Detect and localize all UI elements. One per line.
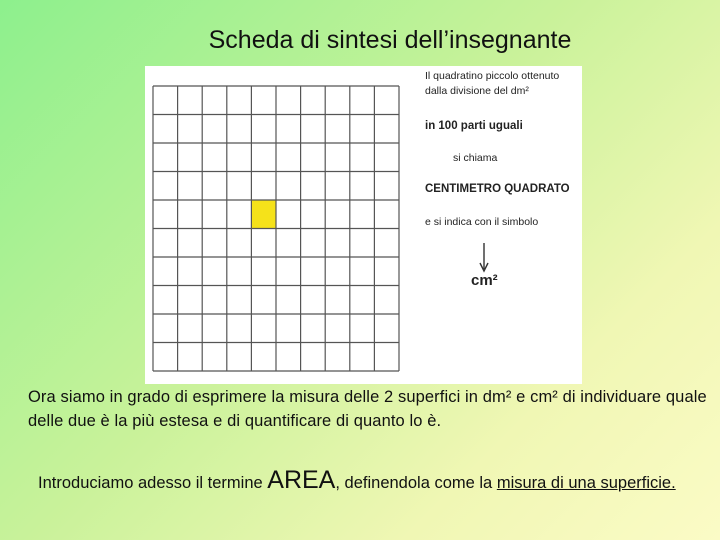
highlighted-square (251, 200, 276, 229)
area-definition-underlined: misura di una superficie. (496, 474, 676, 492)
paragraph-area (38, 466, 698, 498)
note-line-3: in 100 parti uguali (425, 120, 523, 132)
note-line-6: e si indica con il simbolo (425, 216, 539, 228)
scanned-worksheet (145, 66, 582, 384)
cm2-symbol: cm² (471, 272, 498, 289)
paragraph-measure: Ora siamo in grado di esprimere la misura delle 2 superfici in dm² e cm² di individuare quale delle due è la più estesa e di quantificare di quanto lo è. (28, 388, 707, 430)
note-line-1: Il quadratino piccolo ottenuto (425, 70, 560, 82)
note-line-2: dalla divisione del dm² (425, 85, 529, 97)
note-line-4: si chiama (453, 152, 498, 164)
square-grid (151, 84, 411, 374)
area-intro-text: Introduciamo adesso il termine (38, 474, 268, 492)
area-middle-text: , definendola come la (335, 474, 497, 492)
page-title: Scheda di sintesi dell’insegnante (208, 26, 572, 54)
note-line-5: CENTIMETRO QUADRATO (425, 183, 570, 195)
area-term: AREA (267, 466, 336, 494)
arrow-down-icon (477, 243, 491, 273)
